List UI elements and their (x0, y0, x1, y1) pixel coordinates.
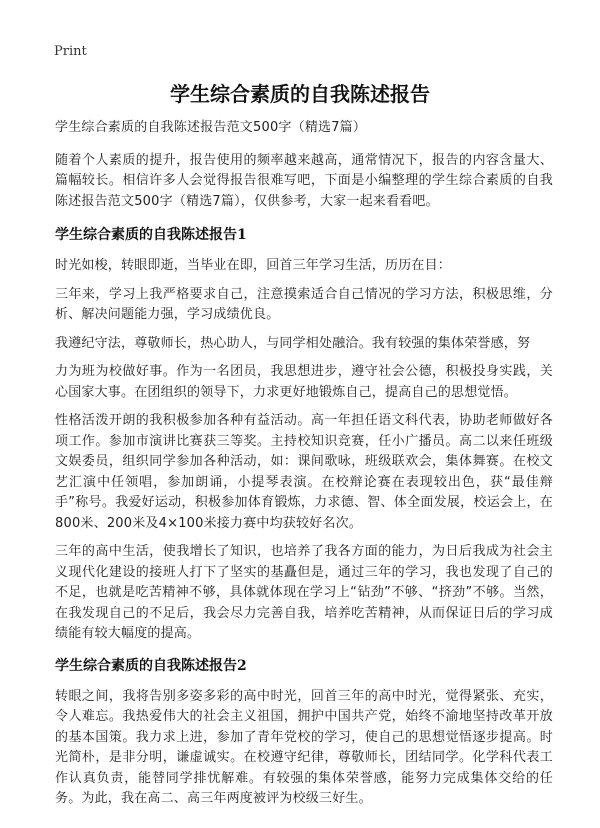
print-link[interactable]: Print (54, 44, 87, 59)
section-2-heading: 学生综合素质的自我陈述报告2 (55, 657, 247, 674)
section-1-paragraph: 力为班为校做好事。作为一名团员，我思想进步，遵守社会公德，积极投身实践，关心国家大事。在团组织的领导下，力求更好地锻炼自己，提高自己的思想觉悟。 (55, 364, 553, 400)
section-1-paragraph: 三年的高中生活，使我增长了知识，也培养了我各方面的能力，为日后我成为社会主义现代化建设的接班人打下了坚实的基矗但是，通过三年的学习，我也发现了自己的不足，也就是吃苦精神不够，具体就体现在学习上“钻劲”不够、“挤劲”不够。当然，在我发现自己的不足后，我会尽力完善自我，培养吃苦精神，从而保证日后的学习成绩能有较大幅度的提高。 (55, 544, 553, 641)
section-1-paragraph: 性格活泼开朗的我积极参加各种有益活动。高一年担任语文科代表，协助老师做好各项工作。参加市演讲比赛获三等奖。主持校知识竞赛，任小广播员。高二以来任班级文娱委员，组织同学参加各种活动，如：课间歌咏，班级联欢会，集体舞赛。在校文艺汇演中任领唱，参加朗诵，小提琴表演。在校辩论赛在表现较出色，获“最佳辩手”称号。我爱好运动，积极参加体育锻炼，力求德、智、体全面发展，校运会上，在800米、200米及4×100米接力赛中均获较好名次。 (55, 413, 553, 531)
page-title: 学生综合素质的自我陈述报告 (170, 82, 430, 106)
section-1-paragraph: 时光如梭，转眼即逝，当毕业在即，回首三年学习生活，历历在目： (55, 258, 452, 273)
intro-paragraph: 随着个人素质的提升，报告使用的频率越来越高，通常情况下，报告的内容含量大、篇幅较长。相信许多人会觉得报告很难写吧，下面是小编整理的学生综合素质的自我陈述报告范文500字（精选7篇），仅供参考，大家一起来看看吧。 (55, 152, 553, 209)
section-1-paragraph: 三年来，学习上我严格要求自己，注意摸索适合自己情况的学习方法，积极思维，分析、解决问题能力强，学习成绩优良。 (55, 286, 553, 322)
section-2-paragraph: 转眼之间，我将告别多姿多彩的高中时光，回首三年的高中时光，觉得紧张、充实，令人难忘。我热爱伟大的社会主义祖国，拥护中国共产党，始终不渝地坚持改革开放的基本国策。我力求上进，参加了青年党校的学习，使自己的思想觉悟逐步提高。时光简朴，是非分明，谦虚诚实。在校遵守纪律，尊敬师长，团结同学。化学科代表工作认真负责，能替同学排忧解难。有较强的集体荣誉感，能努力完成集体交给的任务。为此，我在高二、高三年两度被评为校级三好生。 (55, 688, 553, 806)
section-1-heading: 学生综合素质的自我陈述报告1 (55, 227, 247, 243)
section-1-paragraph: 我遵纪守法，尊敬师长，热心助人，与同学相处融洽。我有较强的集体荣誉感，努 (55, 335, 531, 351)
document-subtitle: 学生综合素质的自我陈述报告范文500字（精选7篇） (55, 120, 367, 135)
document-body (55, 118, 553, 818)
